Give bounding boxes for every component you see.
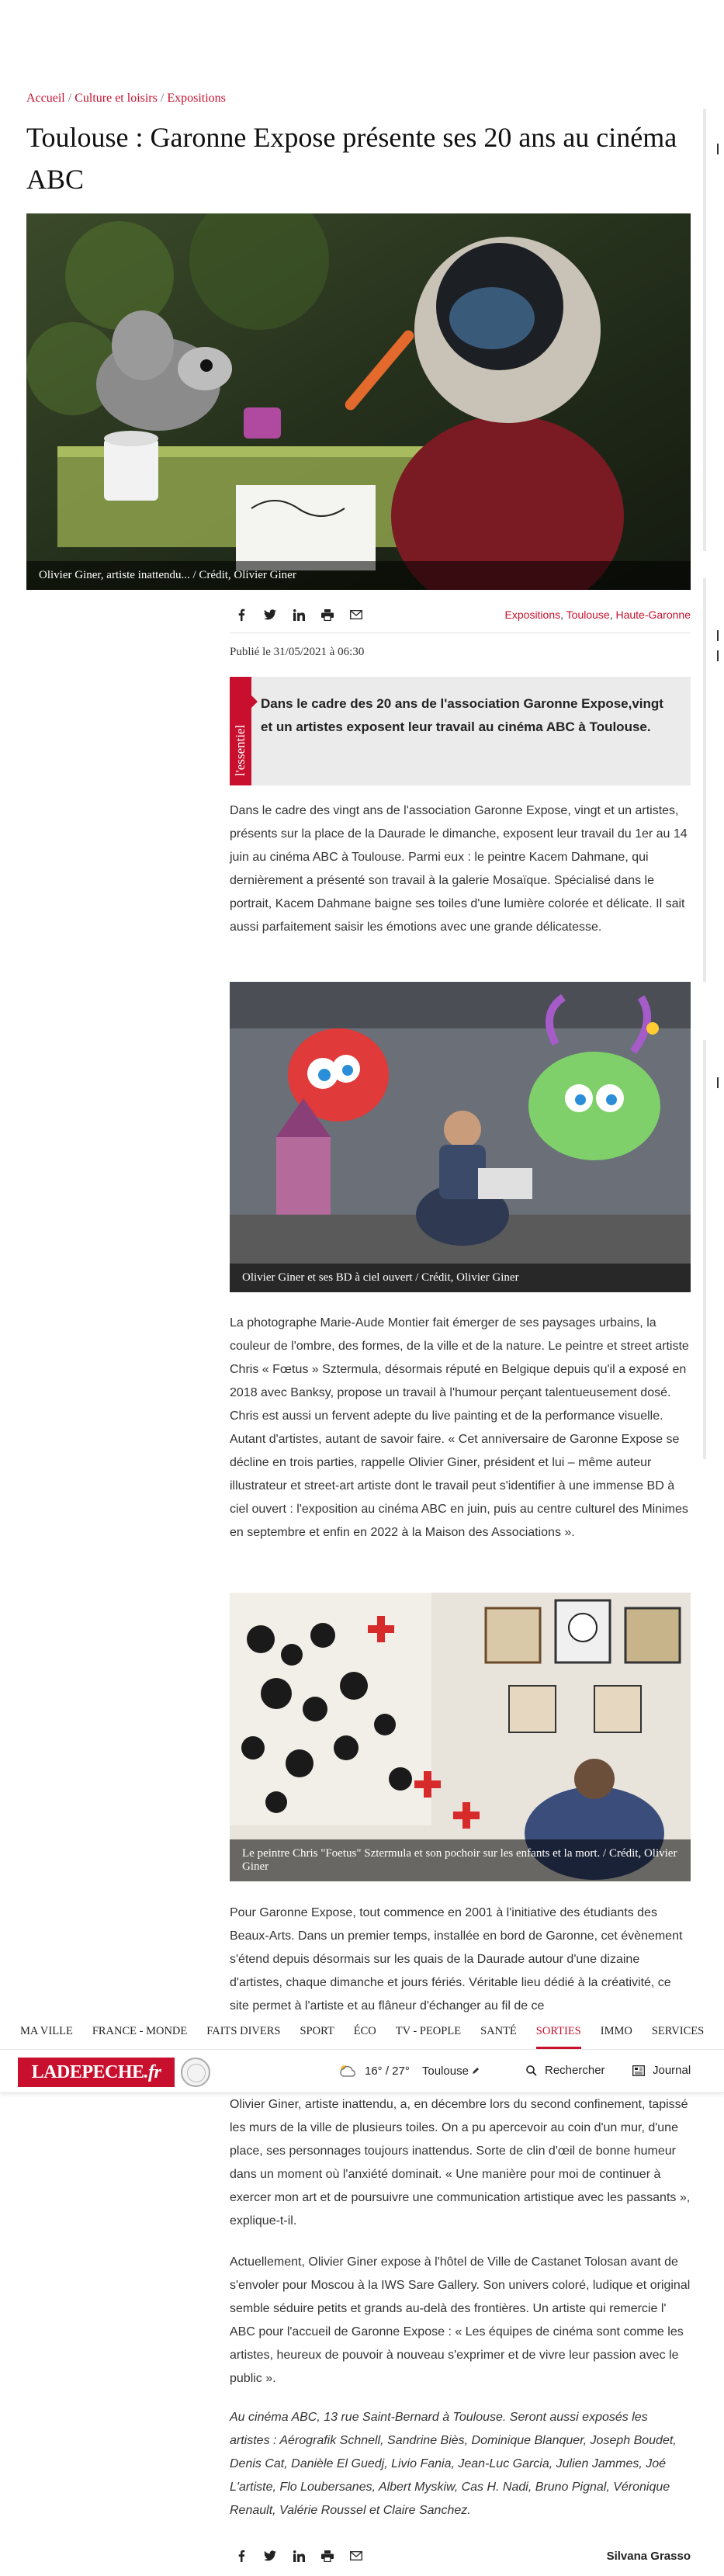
facebook-icon[interactable]	[230, 2547, 253, 2564]
main-nav	[0, 2014, 724, 2050]
share-bar	[230, 605, 691, 624]
seal-icon	[181, 2058, 210, 2087]
sidebar-edge	[703, 578, 706, 982]
breadcrumb-separator: /	[160, 92, 165, 105]
search-icon	[526, 2065, 537, 2076]
newspaper-icon	[632, 2065, 645, 2076]
article-paragraph: Actuellement, Olivier Giner expose à l'hôtel de Ville de Castanet Tolosan avant de s'envoler pour Moscou à la IWS Sare Gallery. Son univers coloré, ludique et original semble séduire petits et grands au-delà des frontières. Un artiste qui remercie l' ABC pour l'accueil de Garonne Expose : « Les équipes de cinéma sont comme les artistes, heureux de pouvoir à nouveau s'exprimer et de vivre leur passion avec le public ».	[230, 2255, 691, 2385]
sidebar-edge-mark	[717, 650, 719, 661]
edit-icon[interactable]	[472, 2067, 480, 2075]
nav-item-ma-ville[interactable]: MA VILLE	[20, 2025, 73, 2037]
nav-item-services[interactable]: SERVICES	[651, 2025, 705, 2037]
article-image-2[interactable]	[230, 1593, 691, 1881]
article-tags: Expositions, Toulouse, Haute-Garonne	[504, 608, 691, 621]
search-label: Rechercher	[545, 2064, 605, 2077]
sidebar-edge	[703, 1040, 706, 1459]
article-paragraph: La photographe Marie-Aude Montier fait émerger de ses paysages urbains, la couleur de l'ombre, des formes, de la ville et de la nature. Le peintre et street artiste Chris « Fœtus » Sztermula, désormais réputé en Belgique depuis qu'il a exposé en 2018 avec Banksy, propose un travail à l'humour perçant talentueusement dosé. Chris est aussi un fervent adepte du live painting et de la performance visuelle. Autant d'artistes, autant de savoir faire. « Cet anniversaire de Garonne Expose se décline en trois parties, rappelle Olivier Giner, président et lui – même auteur illustrateur et street-art artiste dont le travail peut s'identifier à une immense BD à ciel ouvert : l'exposition au cinéma ABC en juin, puis au centre culturel des Minimes en septembre et enfin en 2022 à la Maison des Associations ».	[230, 1316, 689, 1539]
nav-item-immo[interactable]: IMMO	[600, 2025, 632, 2037]
linkedin-icon[interactable]	[287, 2547, 310, 2564]
sidebar-edge-mark	[717, 1077, 719, 1088]
article-footnote: Au cinéma ABC, 13 rue Saint-Bernard à Toulouse. Seront aussi exposés les artistes : Aérografik Schnell, Sandrine Biès, Dominique Blanquer, Joseph Boudet, Denis Cat, Danièle El Guedj, Livio Fania, Jean-Luc Garcia, Julien Jammes, Joé L'artiste, Flo Loubersanes, Albert Myskiw, Cas H. Nadi, Bruno Pignal, Véronique Renault, Valérie Roussel et Claire Sanchez.	[230, 2411, 677, 2517]
sidebar-edge-mark	[717, 630, 719, 641]
nav-item-tv-people[interactable]: TV - PEOPLE	[395, 2025, 462, 2037]
hero-caption: Olivier Giner, artiste inattendu... / Crédit, Olivier Giner	[26, 561, 691, 590]
search-button[interactable]	[526, 2064, 605, 2077]
article-paragraph: Dans le cadre des vingt ans de l'association Garonne Expose, vingt et un artistes, présents sur la place de la Daurade le dimanche, exposent leur travail du 1er au 14 juin au cinéma ABC à Toulouse. Parmi eux : le peintre Kacem Dahmane, qui dernièrement a présenté son travail à la galerie Mosaïque. Spécialisé dans le portrait, Kacem Dahmane baigne ses toiles d'une lumière colorée et délicate. Il sait aussi parfaitement saisir les émotions avec une grande délicatesse.	[230, 804, 688, 934]
article-image-1[interactable]	[230, 982, 691, 1292]
brand-bar	[0, 2050, 724, 2093]
facebook-icon[interactable]	[230, 606, 253, 623]
figure-2-caption: Le peintre Chris "Foetus" Sztermula et son pochoir sur les enfants et la mort. / Crédit, Olivier Giner	[230, 1839, 691, 1881]
essentiel-tab	[230, 677, 251, 785]
journal-button[interactable]	[632, 2064, 691, 2077]
figure-2-illustration	[230, 1593, 691, 1881]
weather-temperature: 16° / 27°	[365, 2064, 410, 2078]
essentiel-text: Dans le cadre des 20 ans de l'association Garonne Expose,vingt et un artistes exposent leur travail au cinéma ABC à Toulouse.	[261, 696, 663, 734]
sidebar-edge-mark	[717, 144, 719, 154]
article-paragraph: Olivier Giner, artiste inattendu, a, en décembre lors du second confinement, tapissé les murs de la ville de plusieurs toiles. On a pu apercevoir au coin d'un mur, d'une place, ses personnages toujours inattendus. Sorte de clin d'œil de bonne humeur dans un moment où l'anxiété dominait. « Une manière pour moi de continuer à exercer mon art et de poursuivre une communication artistique avec les passants », explique-t-il.	[230, 2098, 691, 2228]
nav-item-faits-divers[interactable]: FAITS DIVERS	[206, 2025, 281, 2037]
weather-city: Toulouse	[421, 2064, 469, 2078]
essentiel-box	[230, 677, 691, 785]
email-icon[interactable]	[345, 2547, 368, 2564]
sidebar-edge	[703, 109, 706, 551]
journal-label: Journal	[653, 2064, 691, 2077]
nav-item-sorties[interactable]: SORTIES	[535, 2025, 581, 2037]
essentiel-notch	[251, 695, 258, 708]
figure-1-illustration	[230, 982, 691, 1292]
breadcrumb-home[interactable]: Accueil	[26, 92, 65, 105]
article-author: Silvana Grasso	[606, 2549, 691, 2563]
hero-image[interactable]	[26, 213, 691, 590]
article-paragraph: Pour Garonne Expose, tout commence en 2001 à l'initiative des étudiants des Beaux-Arts. Dans un premier temps, installée en bord de Garonne, cet évènement s'étend depuis désormais sur les quais de la Daurade autour d'une dizaine d'artistes, chaque dimanche et jours fériés. Véritable lieu dédié à la créativité, ce site permet à l'artiste et au flâneur d'échanger au fil de ce	[230, 1906, 683, 2013]
weather-widget[interactable]	[338, 2064, 480, 2078]
breadcrumb-separator: /	[68, 92, 72, 105]
print-icon[interactable]	[316, 606, 339, 623]
tag-link[interactable]: Haute-Garonne	[615, 608, 691, 621]
breadcrumb-expositions[interactable]: Expositions	[167, 92, 226, 105]
twitter-icon[interactable]	[258, 606, 282, 623]
essentiel-label: l'essentiel	[233, 724, 248, 776]
tag-link[interactable]: Toulouse	[566, 608, 610, 621]
breadcrumb-culture[interactable]: Culture et loisirs	[74, 92, 158, 105]
site-logo[interactable]	[18, 2058, 175, 2087]
email-icon[interactable]	[345, 606, 368, 623]
nav-item-sport[interactable]: SPORT	[300, 2025, 334, 2037]
logo-suffix: .fr	[144, 2061, 161, 2082]
breadcrumb	[26, 92, 226, 106]
tag-link[interactable]: Expositions	[504, 608, 561, 621]
logo-text: LADEPECHE	[31, 2061, 144, 2082]
figure-1-caption: Olivier Giner et ses BD à ciel ouvert / Crédit, Olivier Giner	[230, 1264, 691, 1292]
nav-item-france-monde[interactable]: FRANCE - MONDE	[92, 2025, 188, 2037]
linkedin-icon[interactable]	[287, 606, 310, 623]
hero-illustration	[26, 213, 691, 590]
article-title: Toulouse : Garonne Expose présente ses 20 ans au cinéma ABC	[26, 122, 677, 195]
nav-item-eco[interactable]: ÉCO	[353, 2025, 376, 2037]
print-icon[interactable]	[316, 2547, 339, 2564]
publication-date: Publié le 31/05/2021 à 06:30	[230, 646, 365, 658]
nav-item-sante[interactable]: SANTÉ	[480, 2025, 517, 2037]
twitter-icon[interactable]	[258, 2547, 282, 2564]
weather-icon	[338, 2064, 357, 2078]
share-bar-bottom	[230, 2546, 691, 2566]
